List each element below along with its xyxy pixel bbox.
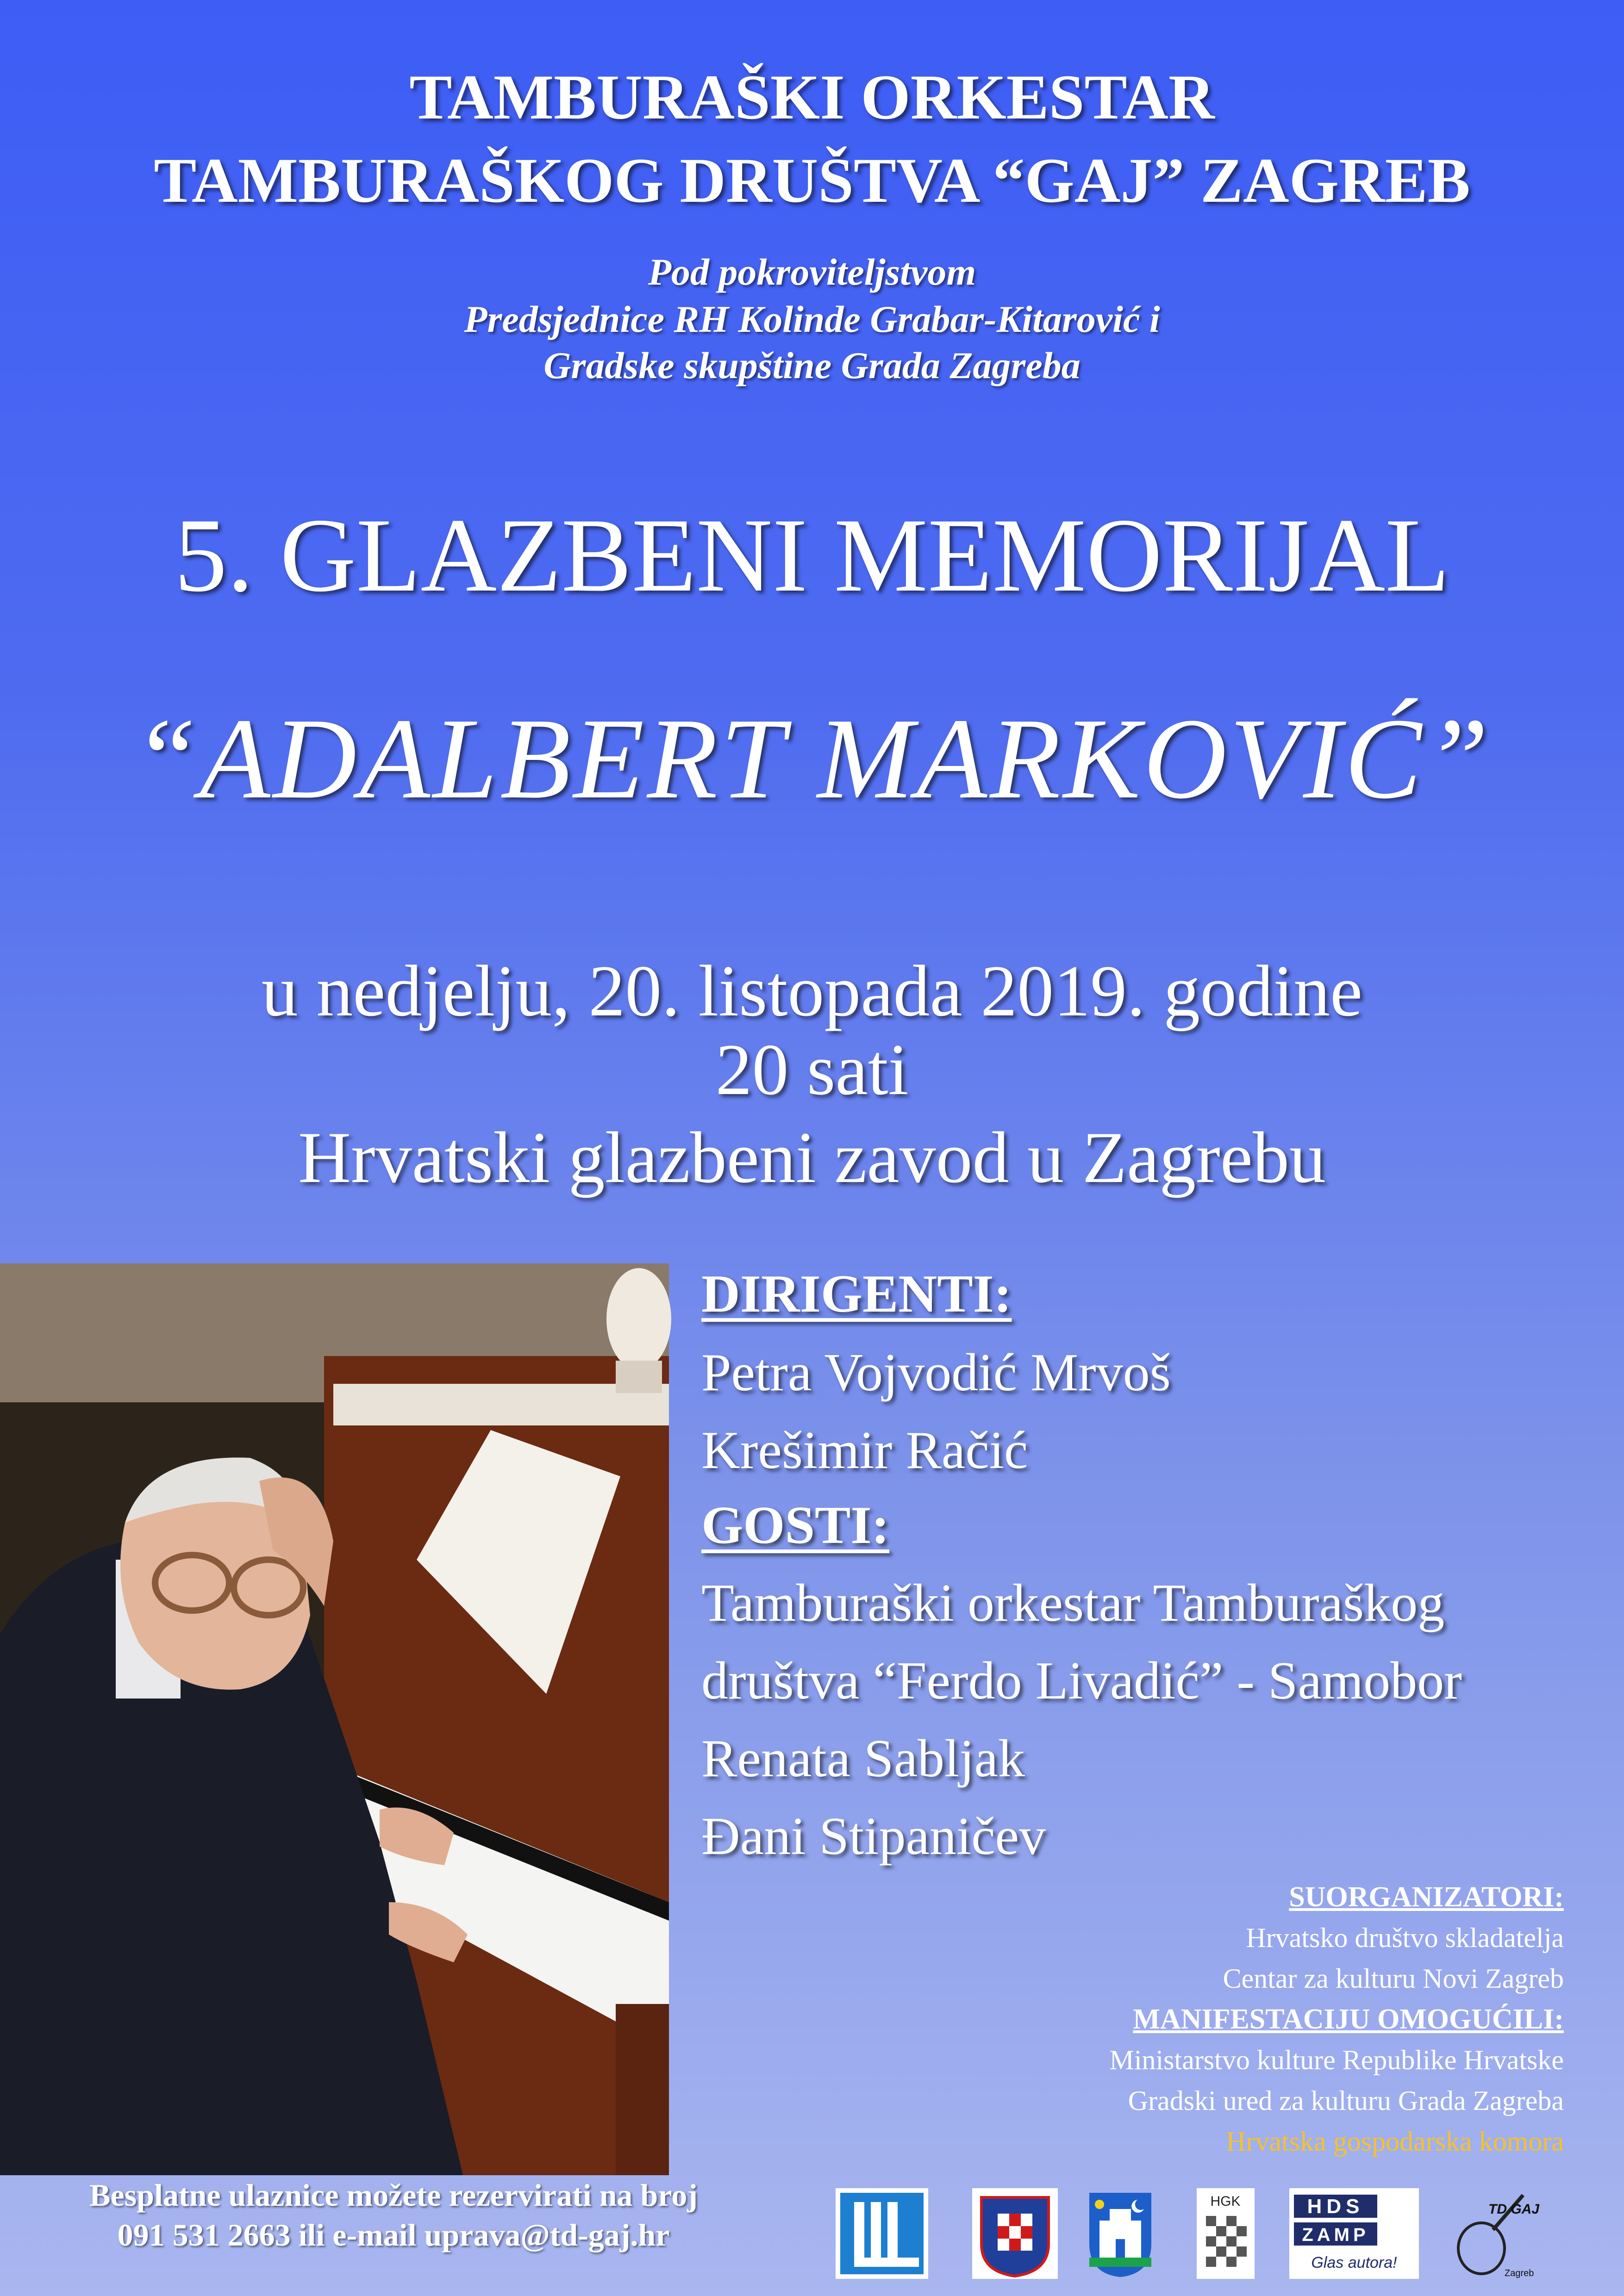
- guest-line: Renata Sabljak: [701, 1729, 1025, 1788]
- conductors-heading: DIRIGENTI:: [701, 1264, 1012, 1324]
- td-gaj-city: Zagreb: [1505, 2268, 1534, 2278]
- orchestra-name-line1: TAMBURAŠKI ORKESTAR: [409, 62, 1215, 132]
- ticket-info: [19, 2175, 768, 2255]
- conductor-name: Petra Vojvodić Mrvoš: [701, 1343, 1171, 1402]
- sponsor: Ministarstvo kulture Republike Hrvatske: [1109, 2045, 1564, 2075]
- orchestra-name-line2: TAMBURAŠKOG DRUŠTVA “GAJ” ZAGREB: [154, 145, 1470, 216]
- hgk-logo-text: HGK: [1210, 2194, 1241, 2209]
- hds-zamp-logo: [1289, 2188, 1419, 2279]
- memorial-name: “ADALBERT MARKOVIĆ”: [132, 695, 1492, 823]
- coorganizer: Hrvatsko društvo skladatelja: [1246, 1923, 1564, 1953]
- ministry-culture-logo: [836, 2188, 928, 2279]
- zamp-slogan: Glas autora!: [1311, 2254, 1397, 2271]
- guest-line: Đani Stipaničev: [701, 1807, 1046, 1866]
- event-venue: Hrvatski glazbeni zavod u Zagrebu: [298, 1117, 1326, 1198]
- sponsors-heading: MANIFESTACIJU OMOGUĆILI:: [1133, 2004, 1564, 2035]
- event-date: u nedjelju, 20. listopada 2019. godine: [261, 951, 1363, 1032]
- sponsor-highlight: Hrvatska gospodarska komora: [1226, 2126, 1564, 2157]
- credits-block: [823, 1877, 1564, 2162]
- composer-photo: [0, 1263, 669, 2175]
- patronage-line2: Predsjednice RH Kolinde Grabar-Kitarović i: [464, 298, 1160, 340]
- td-gaj-logo: [1449, 2188, 1540, 2279]
- patronage-line1: Pod pokroviteljstvom: [648, 251, 976, 293]
- guest-line: društva “Ferdo Livadić” - Samobor: [701, 1651, 1462, 1711]
- sponsor: Gradski ured za kulturu Grada Zagreba: [1128, 2085, 1564, 2116]
- guest-line: Tamburaški orkestar Tamburaškog: [701, 1574, 1445, 1633]
- td-gaj-text: TD GAJ: [1488, 2202, 1540, 2217]
- coorganizers-heading: SUORGANIZATORI:: [1289, 1881, 1564, 1913]
- patronage-line3: Gradske skupštine Grada Zagreba: [543, 344, 1081, 386]
- city-of-zagreb-coat-of-arms-icon: [1086, 2188, 1155, 2279]
- zamp-text: ZAMP: [1302, 2225, 1369, 2245]
- conductor-name: Krešimir Račić: [701, 1421, 1028, 1480]
- ticket-info-line1: Besplatne ulaznice možete rezervirati na broj: [89, 2178, 698, 2213]
- guests-heading: GOSTI:: [701, 1496, 890, 1555]
- coorganizer: Centar za kulturu Novi Zagreb: [1223, 1963, 1564, 1994]
- ticket-contact: 091 531 2663 ili e-mail uprava@td-gaj.hr: [117, 2217, 670, 2252]
- hds-text: HDS: [1307, 2195, 1364, 2218]
- hgk-logo: [1197, 2188, 1255, 2279]
- zagreb-county-coat-of-arms-icon: [972, 2188, 1058, 2279]
- event-time: 20 sati: [715, 1029, 909, 1110]
- event-title: 5. GLAZBENI MEMORIJAL: [174, 497, 1450, 614]
